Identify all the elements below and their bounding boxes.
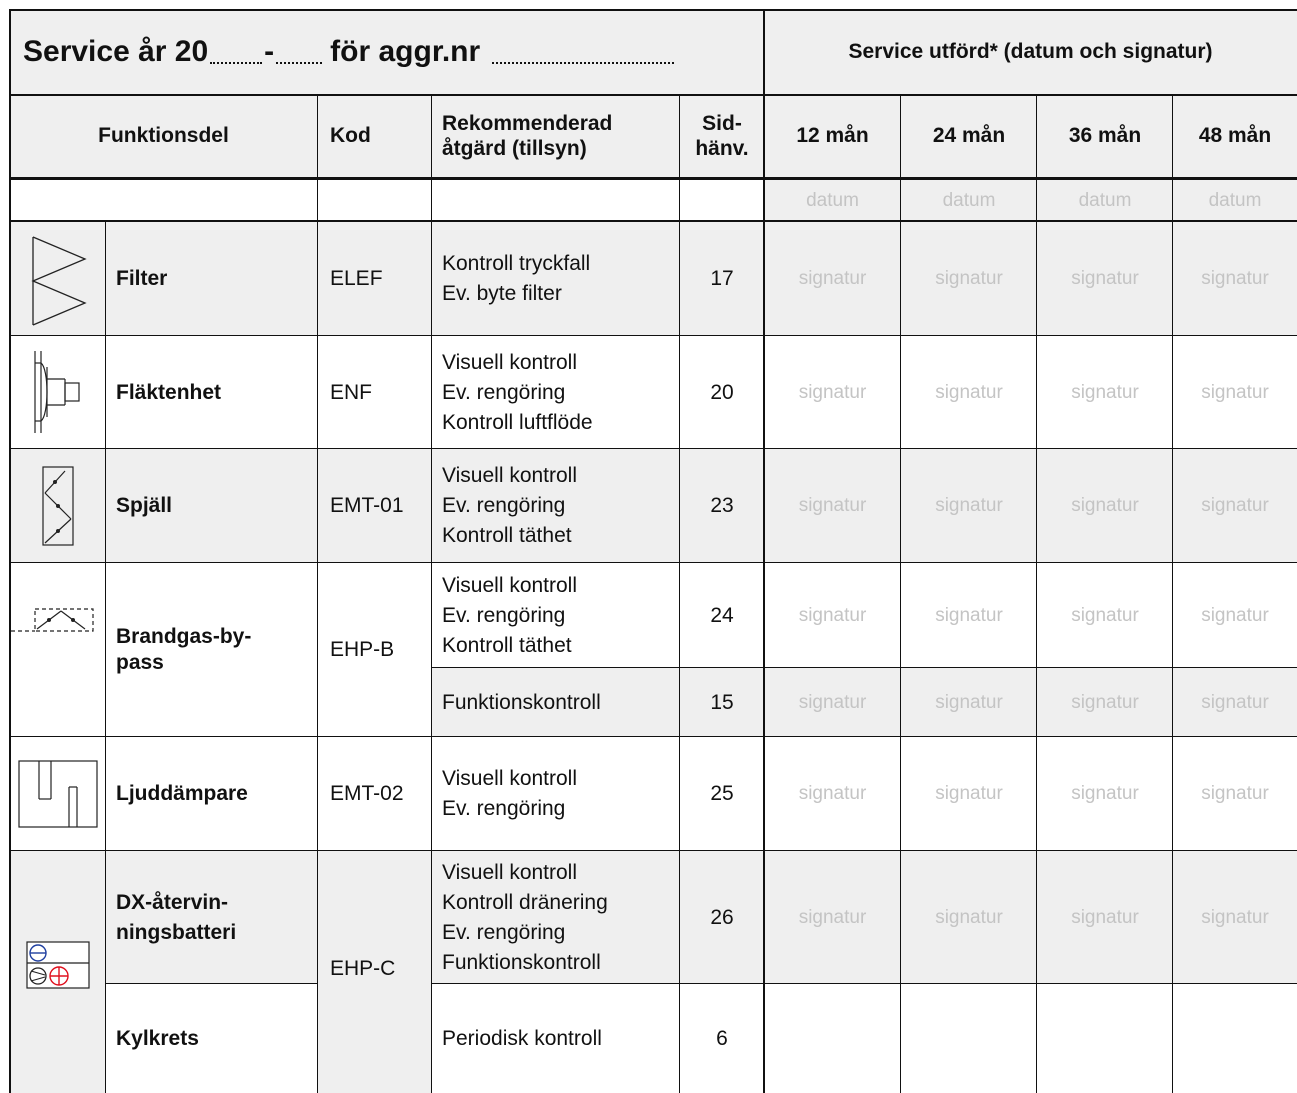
signature-field[interactable]: signatur: [1173, 851, 1297, 984]
row-silencer-page: 25: [680, 737, 764, 851]
row-dx-name: [106, 851, 318, 984]
title-sep: -: [264, 35, 275, 68]
signature-field[interactable]: signatur: [901, 449, 1037, 563]
col-sid: [680, 95, 764, 177]
action-line: Kontroll täthet: [442, 524, 572, 547]
row-bypass-page: 24: [680, 563, 764, 668]
row-cooling-action: Periodisk kontroll: [432, 984, 680, 1093]
row-bypass-page-2: 15: [680, 668, 764, 737]
col-atgard-2: åtgärd (tillsyn): [442, 137, 587, 160]
year-field[interactable]: [210, 40, 262, 64]
signature-field[interactable]: signatur: [1173, 449, 1297, 563]
damper-icon: [41, 465, 77, 549]
action-line: Visuell kontroll: [442, 767, 578, 790]
col-sid-2: hänv.: [695, 137, 749, 160]
signature-field[interactable]: signatur: [764, 851, 901, 984]
col-sid-1: Sid-: [702, 112, 742, 135]
filter-icon: [27, 235, 91, 327]
col-kod: Kod: [318, 95, 432, 177]
col-month-24: 24 mån: [901, 95, 1037, 177]
name-line: ningsbatteri: [116, 920, 237, 944]
row-fan-actions: [432, 336, 680, 449]
action-line: Ev. byte filter: [442, 281, 562, 305]
title-prefix: Service år 20: [23, 35, 209, 68]
col-atgard-1: Rekommenderad: [442, 112, 613, 135]
fan-icon: [33, 349, 83, 435]
signature-field[interactable]: [901, 984, 1037, 1093]
signature-field[interactable]: signatur: [1173, 563, 1297, 668]
signature-field[interactable]: signatur: [901, 221, 1037, 336]
row-cooling-name: Kylkrets: [106, 984, 318, 1093]
signature-field[interactable]: signatur: [1173, 221, 1297, 336]
silencer-icon: [17, 759, 99, 829]
aggregate-number-field[interactable]: [492, 40, 674, 64]
col-rule: [1172, 95, 1173, 1093]
title-cell: [9, 9, 764, 95]
action-line: Ev. rengöring: [442, 494, 566, 517]
col-atgard: [432, 95, 680, 177]
signature-field[interactable]: signatur: [1037, 737, 1173, 851]
row-filter-name: Filter: [106, 221, 318, 336]
signature-field[interactable]: signatur: [1173, 737, 1297, 851]
action-line: Visuell kontroll: [442, 464, 578, 487]
row-rule: [432, 983, 1297, 984]
row-cooling-page: 6: [680, 984, 764, 1093]
signature-field[interactable]: signatur: [764, 221, 901, 336]
col-rule: [900, 95, 901, 1093]
row-rule: [106, 983, 318, 984]
col-month-48: 48 mån: [1173, 95, 1297, 177]
signature-field[interactable]: signatur: [764, 336, 901, 449]
action-line: Ev. rengöring: [442, 603, 566, 627]
row-damper-name: Spjäll: [106, 449, 318, 563]
row-silencer-actions: [432, 737, 680, 851]
row-dx-code: EHP-C: [318, 851, 432, 1093]
col-rule: [317, 95, 318, 1093]
signature-field[interactable]: signatur: [1037, 563, 1173, 668]
name-line: pass: [116, 651, 164, 674]
name-line: Brandgas-by-: [116, 625, 252, 648]
row-damper-actions: [432, 449, 680, 563]
row-rule: [9, 448, 1297, 449]
row-silencer-name: Ljuddämpare: [106, 737, 318, 851]
col-rule: [431, 95, 432, 1093]
row-rule: [9, 562, 1297, 563]
signature-field[interactable]: signatur: [764, 668, 901, 737]
row-bypass-name: [106, 563, 318, 737]
name-line: DX-återvin-: [116, 890, 229, 914]
signature-field[interactable]: [1037, 984, 1173, 1093]
date-36[interactable]: datum: [1037, 180, 1173, 221]
signature-field[interactable]: signatur: [1037, 668, 1173, 737]
col-funktionsdel: Funktionsdel: [9, 95, 318, 177]
row-damper-page: 23: [680, 449, 764, 563]
col-month-12: 12 mån: [764, 95, 901, 177]
signature-field[interactable]: signatur: [901, 737, 1037, 851]
row-fan-name: Fläktenhet: [106, 336, 318, 449]
signature-field[interactable]: signatur: [1173, 336, 1297, 449]
signature-field[interactable]: signatur: [1037, 221, 1173, 336]
header-bottom-rule: [9, 177, 1297, 180]
signature-field[interactable]: signatur: [1037, 336, 1173, 449]
row-damper-code: EMT-01: [318, 449, 432, 563]
row-bypass-actions: [432, 563, 680, 668]
action-line: Ev. rengöring: [442, 380, 566, 404]
dx-coil-icon: [26, 941, 90, 989]
action-line: Kontroll tryckfall: [442, 251, 591, 275]
signature-field[interactable]: signatur: [764, 737, 901, 851]
signature-field[interactable]: [1173, 984, 1297, 1093]
col-rule: [105, 221, 106, 1093]
row-rule: [9, 335, 1297, 336]
row-filter-code: ELEF: [318, 221, 432, 336]
row-rule: [9, 736, 1297, 737]
table-border-left: [9, 9, 11, 1093]
bypass-icon: [11, 605, 103, 637]
date-12[interactable]: datum: [764, 180, 901, 221]
col-rule: [1036, 95, 1037, 1093]
service-form: [9, 9, 1297, 1093]
signature-field[interactable]: signatur: [764, 563, 901, 668]
row-dx-actions: [432, 851, 680, 984]
action-line: Kontroll luftflöde: [442, 410, 593, 434]
signature-field[interactable]: signatur: [901, 851, 1037, 984]
action-line: Funktionskontroll: [442, 950, 601, 974]
date-row-rule: [9, 220, 1297, 222]
action-line: Kontroll täthet: [442, 633, 572, 657]
signature-field[interactable]: [764, 984, 901, 1093]
header-divider: [9, 94, 1297, 96]
col-month-36: 36 mån: [1037, 95, 1173, 177]
row-rule: [432, 667, 1297, 668]
action-line: Ev. rengöring: [442, 797, 566, 820]
table-border-top: [9, 9, 1297, 11]
signature-field[interactable]: signatur: [1037, 449, 1173, 563]
signature-field[interactable]: signatur: [901, 336, 1037, 449]
title-for: för aggr.nr: [330, 35, 481, 68]
year-end-field[interactable]: [276, 40, 322, 64]
row-dx-page: 26: [680, 851, 764, 984]
action-line: Ev. rengöring: [442, 920, 566, 944]
row-filter-page: 17: [680, 221, 764, 336]
action-line: Visuell kontroll: [442, 860, 578, 884]
service-done-header: Service utförd* (datum och signatur): [764, 9, 1297, 95]
date-24[interactable]: datum: [901, 180, 1037, 221]
action-line: Visuell kontroll: [442, 350, 578, 374]
date-48[interactable]: datum: [1173, 180, 1297, 221]
row-filter-actions: [432, 221, 680, 336]
action-line: Visuell kontroll: [442, 573, 578, 597]
signature-field[interactable]: signatur: [901, 668, 1037, 737]
row-silencer-code: EMT-02: [318, 737, 432, 851]
row-fan-page: 20: [680, 336, 764, 449]
row-bypass-action-2: Funktionskontroll: [432, 668, 680, 737]
row-fan-code: ENF: [318, 336, 432, 449]
signature-field[interactable]: signatur: [1037, 851, 1173, 984]
row-rule: [9, 850, 1297, 851]
col-rule: [763, 9, 765, 1093]
signature-field[interactable]: signatur: [901, 563, 1037, 668]
action-line: Kontroll dränering: [442, 890, 608, 914]
row-bypass-code: EHP-B: [318, 563, 432, 737]
signature-field[interactable]: signatur: [1173, 668, 1297, 737]
col-rule: [679, 95, 680, 1093]
signature-field[interactable]: signatur: [764, 449, 901, 563]
